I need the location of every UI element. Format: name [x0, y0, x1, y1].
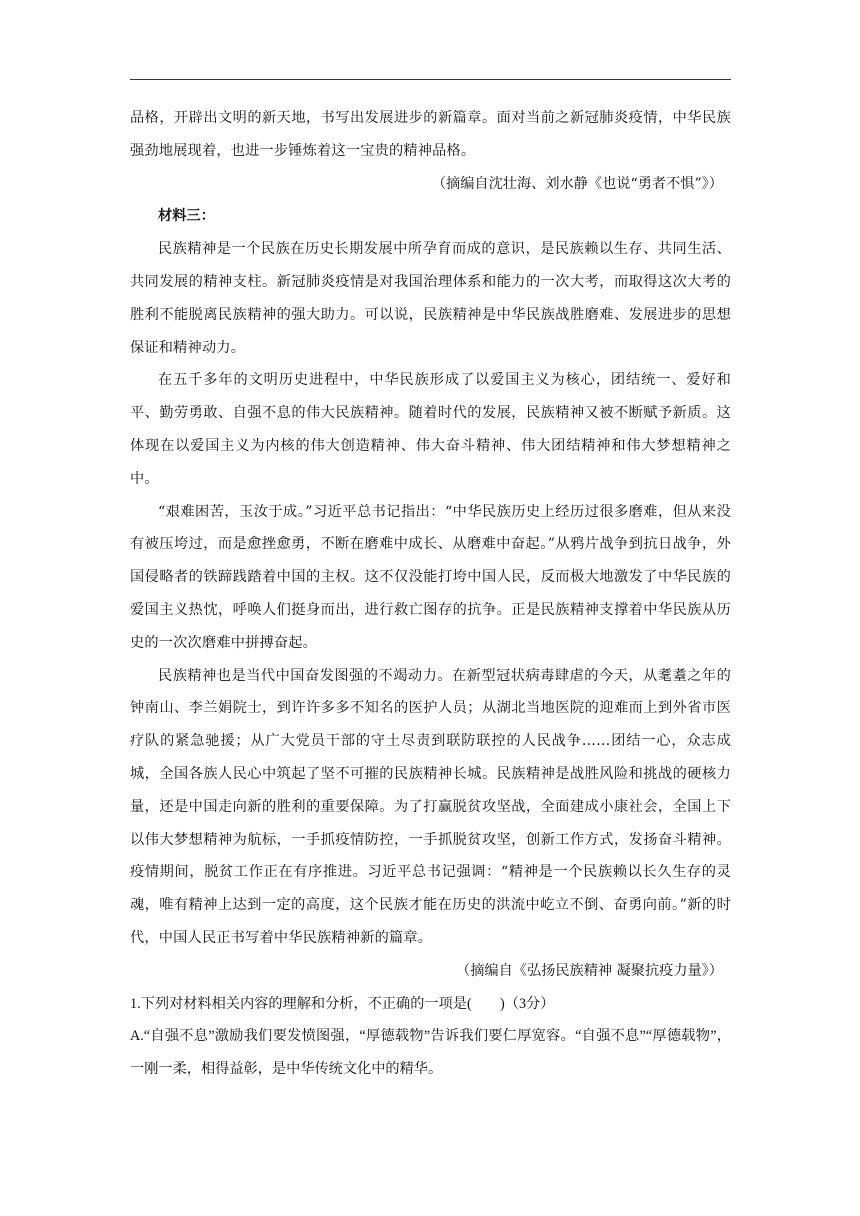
material-3-heading: 材料三：	[158, 208, 215, 225]
header-rule	[130, 79, 731, 80]
question-1-option-a: A.“自强不息”激励我们要发愤图强，“厚德载物”告诉我们要仁厚宽容。“自强不息”“厚德载物”，一刚一柔，相得益彰，是中华传统文化中的精华。	[130, 1028, 731, 1078]
document-body	[130, 102, 731, 1086]
material-3-paragraph-1: 民族精神是一个民族在历史长期发展中所孕育而成的意识，是民族赖以生存、共同生活、共同发展的精神支柱。新冠肺炎疫情是对我国治理体系和能力的一次大考，而取得这次大考的胜利不能脱离民族精神的强大助力。可以说，民族精神是中华民族战胜磨难、发展进步的思想保证和精神动力。	[130, 241, 731, 356]
question-1: 1.下列对材料相关内容的理解和分析，不正确的一项是( )（3分）	[130, 995, 555, 1012]
source-citation-2: （摘编自《弘扬民族精神 凝聚抗疫力量》）	[456, 962, 723, 979]
paragraph-continued: 品格，开辟出文明的新天地，书写出发展进步的新篇章。面对当前之新冠肺炎疫情，中华民族强劲地展现着，也进一步锤炼着这一宝贵的精神品格。	[130, 110, 731, 159]
source-citation-1: （摘编自沈壮海、刘水静《也说“勇者不惧”》）	[431, 175, 723, 192]
material-3-paragraph-3: “艰难困苦，玉汝于成。”习近平总书记指出：“中华民族历史上经历过很多磨难，但从来没有被压垮过，而是愈挫愈勇，不断在磨难中成长、从磨难中奋起。”从鸦片战争到抗日战争，外国侵略者的铁蹄践踏着中国的主权。这不仅没能打垮中国人民，反而极大地激发了中华民族的爱国主义热忱，呼唤人们挺身而出，进行救亡图存的抗争。正是民族精神支撑着中华民族从历史的一次次磨难中拼搏奋起。	[130, 503, 731, 651]
material-3-paragraph-2: 在五千多年的文明历史进程中，中华民族形成了以爱国主义为核心，团结统一、爱好和平、勤劳勇敢、自强不息的伟大民族精神。随着时代的发展，民族精神又被不断赋予新质。这体现在以爱国主义为内核的伟大创造精神、伟大奋斗精神、伟大团结精神和伟大梦想精神之中。	[130, 372, 731, 487]
material-3-paragraph-4: 民族精神也是当代中国奋发图强的不竭动力。在新型冠状病毒肆虐的今天，从耄耋之年的钟南山、李兰娟院士，到许许多多不知名的医护人员；从湖北当地医院的迎难而上到外省市医疗队的紧急驰援；从广大党员干部的守土尽责到联防联控的人民战争……团结一心，众志成城，全国各族人民心中筑起了坚不可摧的民族精神长城。民族精神是战胜风险和挑战的硬核力量，还是中国走向新的胜利的重要保障。为了打赢脱贫攻坚战，全面建成小康社会，全国上下以伟大梦想精神为航标，一手抓疫情防控，一手抓脱贫攻坚，创新工作方式，发扬奋斗精神。疫情期间，脱贫工作正在有序推进。习近平总书记强调：“精神是一个民族赖以长久生存的灵魂，唯有精神上达到一定的高度，这个民族才能在历史的洪流中屹立不倒、奋勇向前。”新的时代，中国人民正书写着中华民族精神新的篇章。	[130, 667, 731, 946]
